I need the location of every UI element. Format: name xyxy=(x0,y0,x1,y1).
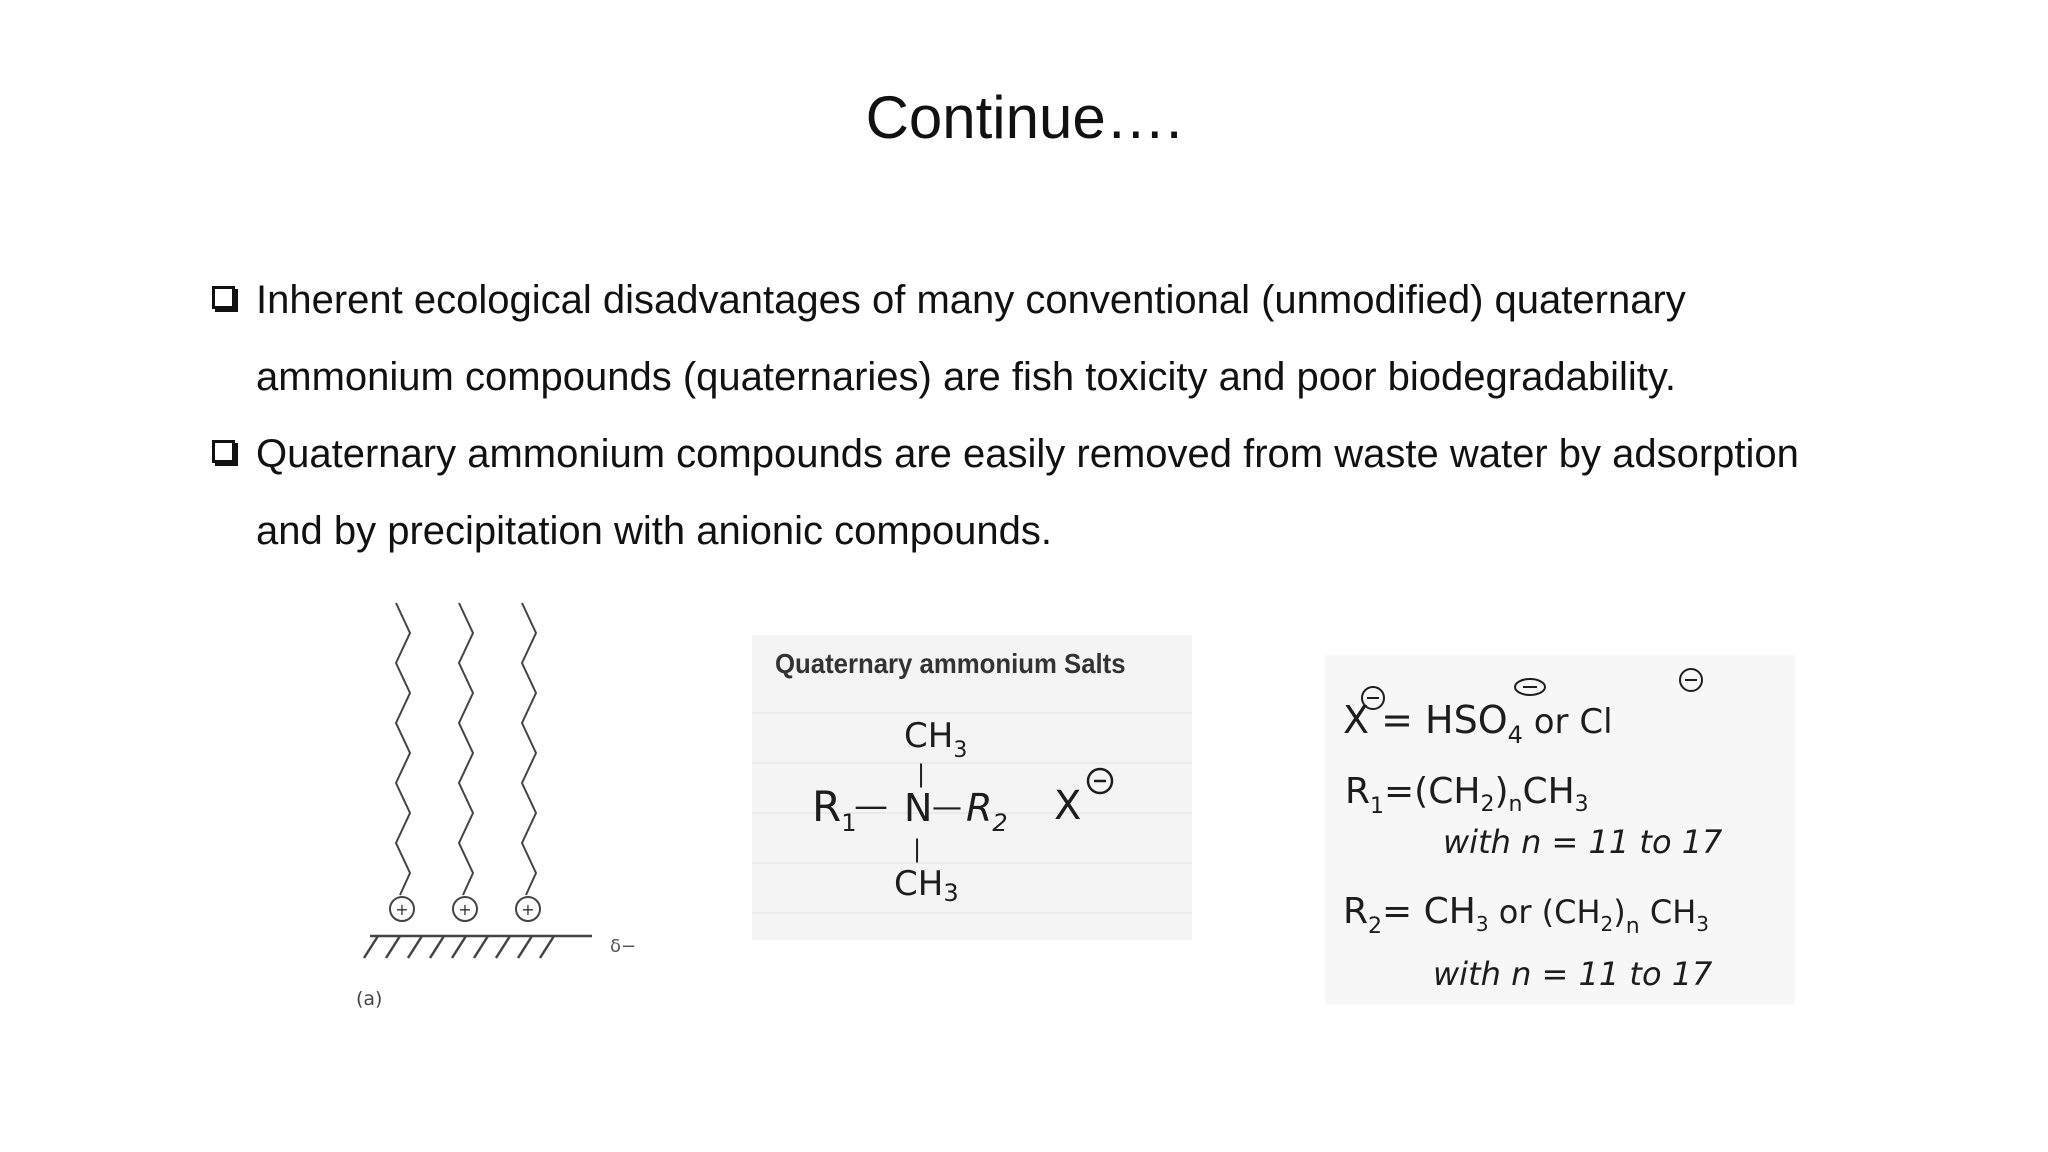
alkyl-chain xyxy=(522,603,536,895)
plus-sign: + xyxy=(458,900,472,919)
right-bond: — xyxy=(932,790,962,825)
plus-sign: + xyxy=(521,900,535,919)
def-r1: $R_1=(CH_2)_nCH_3$ xyxy=(1345,771,1589,819)
bullet-item xyxy=(210,416,1850,570)
alkyl-chain xyxy=(459,603,473,895)
def-r1-range: with n = 11 to 17 xyxy=(1443,823,1723,861)
nitrogen: N xyxy=(904,786,933,830)
top-bond: | xyxy=(917,760,926,788)
r1-group: $R_1$ xyxy=(812,782,857,837)
left-bond: — xyxy=(854,786,888,826)
anion-x: X xyxy=(1054,783,1082,829)
bottom-bond: | xyxy=(913,835,922,863)
r2-group: $R_2$ xyxy=(966,786,1008,837)
bullet-list xyxy=(210,262,1850,570)
bullet-text: Inherent ecological disadvantages of many conventional (unmodified) quaternary ammonium compounds (quaternaries) are fish toxicity and poor biodegradability. xyxy=(256,278,1686,399)
bullet-item xyxy=(210,262,1850,416)
checkbox-bullet-icon xyxy=(212,440,235,463)
plus-sign: + xyxy=(395,900,409,919)
surface-charge-label: δ− xyxy=(610,936,637,957)
alkyl-chain xyxy=(396,603,410,895)
checkbox-bullet-icon xyxy=(212,286,235,309)
salts-heading: Quaternary ammonium Salts xyxy=(775,648,1126,680)
def-r2: $R_2= CH_3$ or $(CH_2)_n$ $CH_3$ xyxy=(1343,891,1710,939)
figure-adsorption xyxy=(340,595,650,1015)
figure-label: (a) xyxy=(356,988,383,1010)
surface xyxy=(364,936,592,958)
figure-salt-structure xyxy=(752,635,1192,940)
def-anion: $X = HSO_4$ or Cl xyxy=(1343,698,1613,749)
slide-title: Continue…. xyxy=(865,84,1183,151)
alkyl-chains xyxy=(396,603,536,895)
bottom-methyl: CH3 xyxy=(894,864,959,907)
def-r2-range: with n = 11 to 17 xyxy=(1433,955,1713,993)
top-methyl: $CH_3$ xyxy=(904,716,968,763)
figure-definitions xyxy=(1325,655,1795,1005)
structural-formula xyxy=(812,716,1112,907)
bullet-text: Quaternary ammonium compounds are easily removed from waste water by adsorption and by precipitation with anionic compounds. xyxy=(256,432,1799,553)
definition-lines xyxy=(1343,669,1723,993)
